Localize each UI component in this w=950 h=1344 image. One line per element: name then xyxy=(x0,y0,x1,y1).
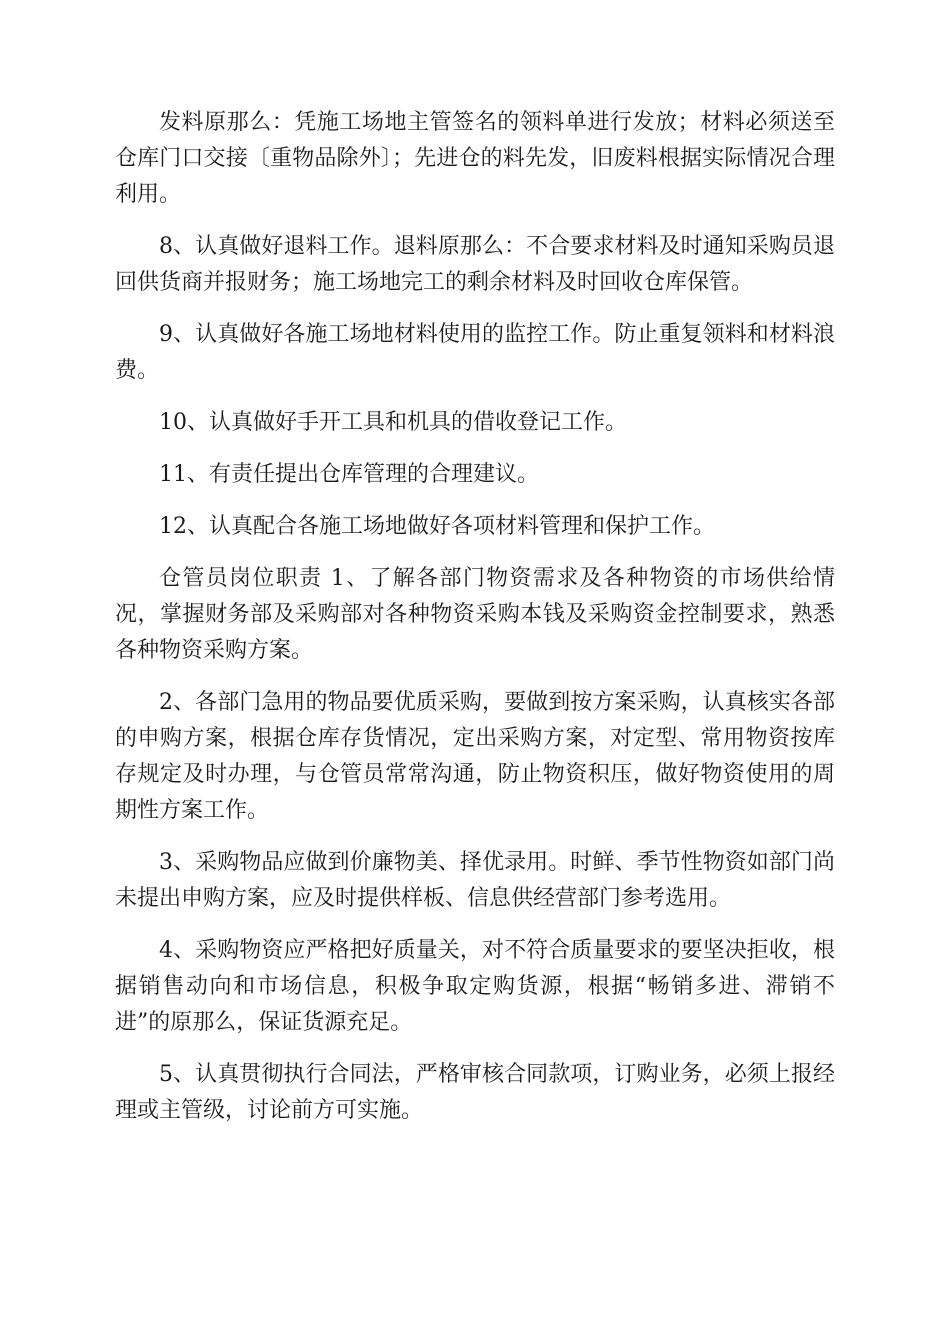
paragraph-item-11: 11、有责任提出仓库管理的合理建议。 xyxy=(159,462,539,487)
paragraph-duties-2: 2、各部门急用的物品要优质采购，要做到按方案采购，认真核实各部的申购方案，根据仓库存货情况，定出采购方案，对定型、常用物资按库存规定及时办理，与仓管员常常沟通，防止物资积压，做好物资使用的周期性方案工作。 xyxy=(115,690,835,823)
paragraph-item-9: 9、认真做好各施工场地材料使用的监控工作。防止重复领料和材料浪费。 xyxy=(115,322,835,383)
paragraph-item-12: 12、认真配合各施工场地做好各项材料管理和保护工作。 xyxy=(159,514,715,539)
document-body xyxy=(115,105,835,1145)
paragraph-duties-3: 3、采购物品应做到价廉物美、择优录用。时鲜、季节性物资如部门尚未提出申购方案，应及时提供样板、信息供经营部门参考选用。 xyxy=(115,850,835,911)
paragraph-duties-4: 4、采购物资应严格把好质量关，对不符合质量要求的要坚决拒收，根据销售动向和市场信息，积极争取定购货源，根据“畅销多进、滞销不进”的原那么，保证货源充足。 xyxy=(115,938,835,1035)
paragraph-item-8: 8、认真做好退料工作。退料原那么：不合要求材料及时通知采购员退回供货商并报财务；施工场地完工的剩余材料及时回收仓库保管。 xyxy=(115,234,835,295)
paragraph-issue-principle: 发料原那么：凭施工场地主管签名的领料单进行发放；材料必须送至仓库门口交接〔重物品除外〕；先进仓的料先发，旧废料根据实际情况合理利用。 xyxy=(115,110,835,207)
paragraph-item-10: 10、认真做好手开工具和机具的借收登记工作。 xyxy=(159,410,627,435)
paragraph-duties-1: 仓管员岗位职责 1、了解各部门物资需求及各种物资的市场供给情况，掌握财务部及采购部对各种物资采购本钱及采购资金控制要求，熟悉各种物资采购方案。 xyxy=(115,566,835,663)
paragraph-duties-5: 5、认真贯彻执行合同法，严格审核合同款项，订购业务，必须上报经理或主管级，讨论前方可实施。 xyxy=(115,1062,835,1123)
